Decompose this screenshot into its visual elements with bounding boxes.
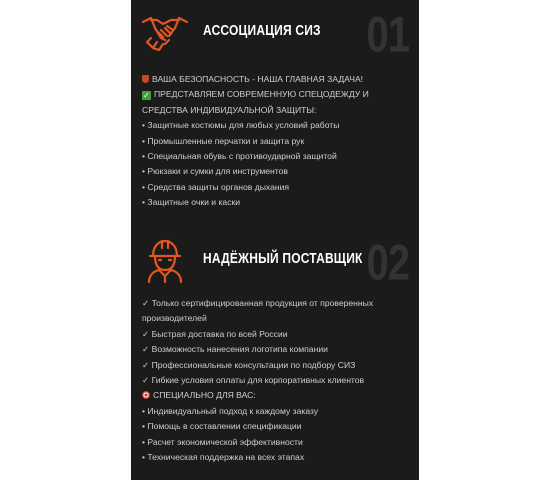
info-panel (131, 0, 419, 480)
list-item: ✓ Возможность нанесения логотипа компании (142, 344, 328, 355)
section-supplier (131, 228, 419, 473)
section-number: 02 (366, 235, 409, 291)
list-item: • Специальная обувь с противоударной защитой (142, 151, 337, 162)
list-item: • Промышленные перчатки и защита рук (142, 135, 305, 146)
list-item: • Защитные костюмы для любых условий работы (142, 120, 340, 131)
list-item: ВАША БЕЗОПАСНОСТЬ - НАША ГЛАВНАЯ ЗАДАЧА! (142, 72, 412, 87)
list-item: ✓ Только сертифицированная продукция от проверенных производителей (142, 298, 374, 324)
worker-helmet-icon (141, 236, 189, 284)
check-emoji-icon: ✓ (143, 91, 150, 101)
list-item: • Техническая поддержка на всех этапах (142, 452, 305, 463)
section-number: 01 (366, 7, 409, 63)
section-body (142, 296, 412, 465)
target-emoji-icon (142, 391, 150, 399)
list-item: СПЕЦИАЛЬНО ДЛЯ ВАС: (142, 388, 412, 403)
list-item: • Индивидуальный подход к каждому заказу (142, 405, 319, 416)
handshake-icon (141, 8, 189, 56)
list-item: ✓ ПРЕДСТАВЛЯЕМ СОВРЕМЕННУЮ СПЕЦОДЕЖДУ И СРЕДСТВА ИНДИВИДУАЛЬНОЙ ЗАЩИТЫ: (142, 89, 369, 115)
shield-emoji-icon (142, 75, 149, 83)
list-item: ✓ Профессиональные консультации по подбору СИЗ (142, 359, 356, 370)
list-item: • Рюкзаки и сумки для инструментов (142, 166, 288, 177)
section-header (131, 228, 419, 292)
section-body (142, 72, 412, 211)
section-association (131, 0, 419, 220)
list-item: • Защитные очки и каски (142, 197, 241, 208)
section-title: АССОЦИАЦИЯ СИЗ (203, 22, 321, 39)
list-item: • Помощь в составлении спецификации (142, 421, 302, 432)
section-header (131, 0, 419, 64)
list-item: • Средства защиты органов дыхания (142, 181, 290, 192)
list-item: • Расчет экономической эффективности (142, 436, 303, 447)
section-title: НАДЁЖНЫЙ ПОСТАВЩИК (203, 250, 363, 267)
list-item: ✓ Быстрая доставка по всей России (142, 328, 288, 339)
list-item: ✓ Гибкие условия оплаты для корпоративных клиентов (142, 375, 365, 386)
